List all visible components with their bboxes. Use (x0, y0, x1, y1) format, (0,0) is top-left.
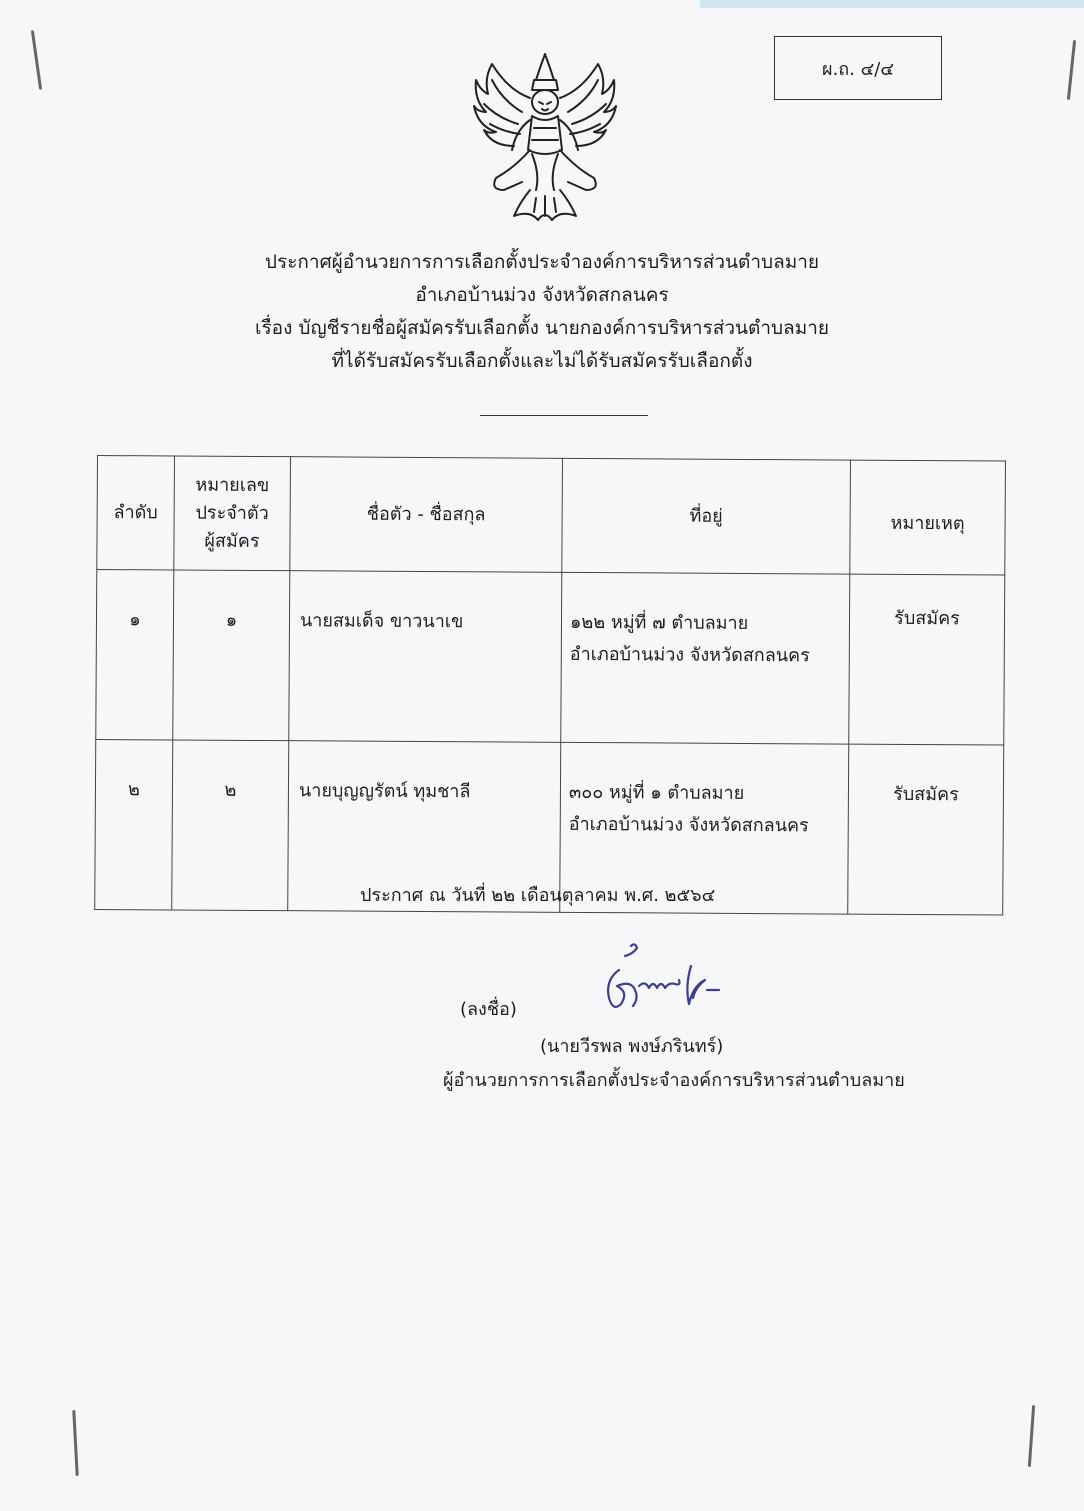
header-district: อำเภอบ้านม่วง จังหวัดสกลนคร (415, 284, 669, 306)
address-cell (561, 572, 850, 744)
announcement-date: ประกาศ ณ วันที่ ๒๒ เดือนตุลาคม พ.ศ. ๒๕๖๔ (360, 885, 716, 906)
remark-cell: รับสมัคร (849, 574, 1005, 745)
handwritten-signature (595, 940, 745, 1022)
candidate-name-cell: นายสมเด็จ ขาวนาเข (289, 571, 562, 743)
signer-name: (นายวีรพล พงษ์ภรินทร์) (540, 1036, 724, 1057)
address-line: อำเภอบ้านม่วง จังหวัดสกลนคร (569, 643, 810, 667)
col-number-header (174, 456, 291, 571)
address-line: ๓๐๐ หมู่ที่ ๑ ตำบลมาย (568, 781, 745, 804)
sign-label: (ลงชื่อ) (460, 999, 517, 1020)
scan-edge-stain (700, 0, 1084, 8)
col-remark-header: หมายเหตุ (850, 460, 1006, 575)
staple-mark (1028, 1405, 1035, 1467)
candidate-name-cell: นายบุญญรัตน์ ทุมชาลี (288, 741, 561, 913)
col-number-header-line: ผู้สมัคร (204, 530, 260, 552)
order-cell: ๒ (95, 739, 173, 909)
garuda-emblem-icon (470, 50, 620, 228)
staple-mark (31, 30, 42, 90)
announcement-header (0, 246, 1084, 378)
table-row (96, 570, 1005, 746)
remark-cell: รับสมัคร (848, 744, 1004, 915)
address-line: ๑๒๒ หมู่ที่ ๗ ตำบลมาย (569, 611, 749, 634)
address-line: อำเภอบ้านม่วง จังหวัดสกลนคร (568, 813, 809, 837)
candidate-table (94, 455, 1006, 916)
col-address-header: ที่อยู่ (562, 458, 851, 574)
header-subject: เรื่อง บัญชีรายชื่อผู้สมัครรับเลือกตั้ง นายกองค์การบริหารส่วนตำบลมาย (254, 317, 830, 339)
col-number-header-line: หมายเลข (195, 474, 270, 496)
col-order-header: ลำดับ (97, 456, 175, 570)
col-number-header-line: ประจำตัว (195, 502, 269, 524)
header-underline (480, 415, 648, 416)
signer-title: ผู้อำนวยการการเลือกตั้งประจำองค์การบริหารส่วนตำบลมาย (443, 1070, 905, 1091)
col-name-header: ชื่อตัว - ชื่อสกุล (290, 457, 563, 573)
staple-mark (1067, 40, 1076, 100)
candidate-number-cell: ๒ (172, 740, 289, 911)
header-title: ประกาศผู้อำนวยการการเลือกตั้งประจำองค์การบริหารส่วนตำบลมาย (264, 251, 820, 273)
order-cell: ๑ (96, 570, 174, 740)
table-header-row (97, 456, 1006, 576)
candidate-number-cell: ๑ (173, 570, 290, 741)
form-code-box: ผ.ถ. ๔/๔ (774, 36, 942, 100)
staple-mark (72, 1410, 78, 1476)
header-subject-continued: ที่ได้รับสมัครรับเลือกตั้งและไม่ได้รับสมัครรับเลือกตั้ง (331, 350, 753, 372)
